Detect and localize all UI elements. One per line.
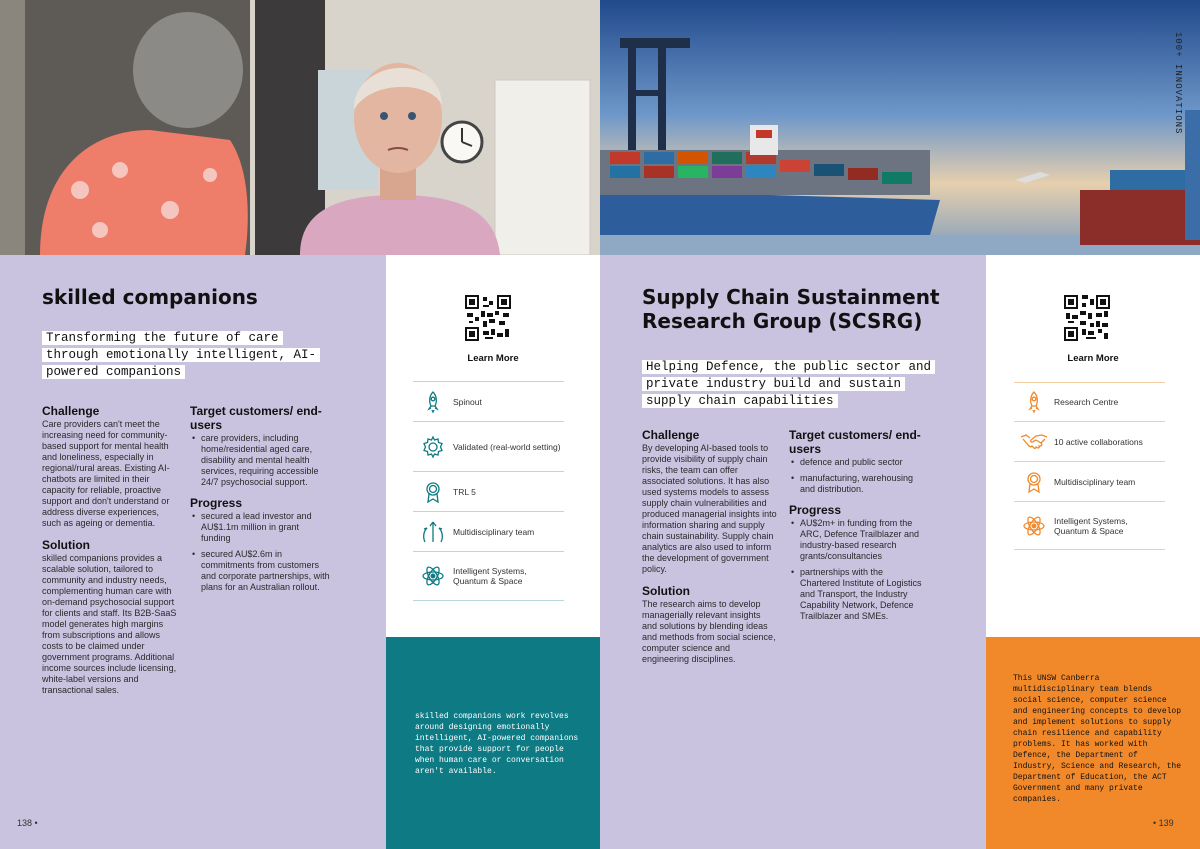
summary-text: This UNSW Canberra multidisciplinary team blends social science, computer science and engineering concepts to develop and implement solutions to supply chain resilience and capability problems. It has worked with Defence, the Department of Industry, Science and Research, the Department of Education, the ACT Government and many private companies. — [1013, 674, 1182, 804]
feature-label: Intelligent Systems, Quantum & Space — [453, 566, 527, 586]
atom-icon — [413, 564, 453, 588]
feature-label: Validated (real-world setting) — [453, 441, 561, 452]
award-icon — [413, 480, 453, 504]
feature-item — [413, 511, 564, 551]
list-item: • secured a lead investor and AU$1.1m million in grant funding — [190, 511, 330, 544]
feature-item — [1014, 382, 1165, 421]
feature-item — [1014, 421, 1165, 461]
page-number: 138 • — [17, 818, 38, 828]
progress-list — [190, 511, 330, 593]
feature-label: Multidisciplinary team — [453, 526, 535, 537]
left-content-panel — [0, 255, 386, 849]
learn-more-link[interactable]: Learn More — [1067, 353, 1119, 364]
challenge-text: Care providers can't meet the increasing need for community-based support for mental health and loneliness, especially in regional/rural areas. Existing AI-chatbots are limited in their capacity for reliable, proactive support and don't understand or address diverse experiences, such as ageing or dementia. — [42, 419, 170, 528]
challenge-heading: Challenge — [42, 404, 100, 418]
list-item: • care providers, including home/residential aged care, disability and mental health services, requiring accessible 24/7 psychosocial support. — [190, 433, 330, 488]
qr-code-icon[interactable] — [465, 295, 511, 341]
photo-illustration — [600, 0, 1200, 255]
progress-heading: Progress — [190, 496, 243, 510]
atom-icon — [1014, 514, 1054, 538]
challenge-heading: Challenge — [642, 428, 700, 442]
list-item: • defence and public sector — [789, 457, 924, 468]
feature-item — [1014, 461, 1165, 501]
target-list — [789, 457, 924, 495]
page-number: • 139 — [1153, 818, 1174, 828]
right-sidebar — [986, 255, 1200, 637]
feature-item — [413, 471, 564, 511]
photo-illustration — [0, 0, 600, 255]
feature-label: Intelligent Systems, Quantum & Space — [1054, 515, 1128, 536]
page-title: Supply Chain Sustainment Research Group (SCSRG) — [642, 285, 940, 333]
summary-box — [986, 637, 1200, 849]
solution-text: skilled companions provides a scalable solution, tailored to community and industry needs, complementing human care with on-demand psychosocial support for clients and staff. Its B2B-SaaS model generates high margins from subscriptions and allows costs to be claimed under government programs. Additional income sources include licensing, white-label versions and transactional sales. — [42, 553, 177, 695]
feature-item — [413, 421, 564, 471]
tagline: Helping Defence, the public sector and private industry build and sustain supply chain capabilities — [642, 359, 932, 410]
award-icon — [1014, 470, 1054, 494]
team-icon — [413, 520, 453, 544]
tagline: Transforming the future of care through emotionally intelligent, AI-powered companions — [42, 330, 317, 381]
feature-item — [413, 381, 564, 421]
photo-elderly-women — [0, 0, 600, 255]
qr-code-icon[interactable] — [1064, 295, 1110, 341]
feature-item — [413, 551, 564, 601]
right-column — [789, 428, 924, 630]
solution-heading: Solution — [42, 538, 90, 552]
right-content-panel — [600, 255, 986, 849]
list-item: • manufacturing, warehousing and distribution. — [789, 473, 924, 495]
feature-list — [1014, 382, 1165, 550]
rocket-icon — [413, 390, 453, 414]
summary-text: skilled companions work revolves around designing emotionally intelligent, AI-powered companions that provide support for people when human care or conversation aren't available. — [415, 712, 579, 776]
list-item: • partnerships with the Chartered Institute of Logistics and Transport, the Industry Capability Network, Defence Trailblazer and SMEs. — [789, 567, 924, 622]
solution-heading: Solution — [642, 584, 690, 598]
target-heading: Target customers/ end-users — [190, 404, 322, 432]
feature-list — [413, 381, 564, 601]
handshake-icon — [1014, 431, 1054, 453]
list-item: • secured AU$2.6m in commitments from customers and corporate partnerships, with plans for an Australian rollout. — [190, 549, 330, 593]
photo-container-ship — [600, 0, 1200, 255]
rocket-icon — [1014, 390, 1054, 414]
feature-label: Research Centre — [1054, 397, 1119, 407]
right-column — [190, 404, 330, 601]
gear-icon — [413, 435, 453, 459]
section-label: 100+ INNOVATIONS — [1173, 32, 1183, 135]
left-column — [642, 428, 778, 674]
left-column — [42, 404, 180, 705]
feature-label: Spinout — [453, 396, 482, 407]
challenge-text: By developing AI-based tools to provide visibility of supply chain risks, the team can offer associated solutions. It has also used systems models to assess supply chain vulnerabilities and produced managerial insights into information sharing and supply chain sustainability. Supply chain analytics are also used to inform the development of government policy. — [642, 443, 777, 574]
learn-more-link[interactable]: Learn More — [467, 353, 519, 364]
left-sidebar — [386, 255, 600, 637]
summary-box — [386, 637, 600, 849]
solution-text: The research aims to develop managerially relevant insights and solutions by blending ideas and methods from social science, computer science and engineering disciplines. — [642, 599, 776, 664]
page-title: skilled companions — [42, 285, 258, 309]
feature-label: 10 active collaborations — [1054, 436, 1143, 447]
target-list — [190, 433, 330, 488]
feature-label: Multidisciplinary team — [1054, 476, 1136, 487]
list-item: • AU$2m+ in funding from the ARC, Defence Trailblazer and industry-based research grants/consultancies — [789, 518, 924, 562]
target-heading: Target customers/ end-users — [789, 428, 921, 456]
feature-label: TRL 5 — [453, 486, 476, 497]
feature-item — [1014, 501, 1165, 550]
progress-heading: Progress — [789, 503, 842, 517]
progress-list — [789, 518, 924, 622]
